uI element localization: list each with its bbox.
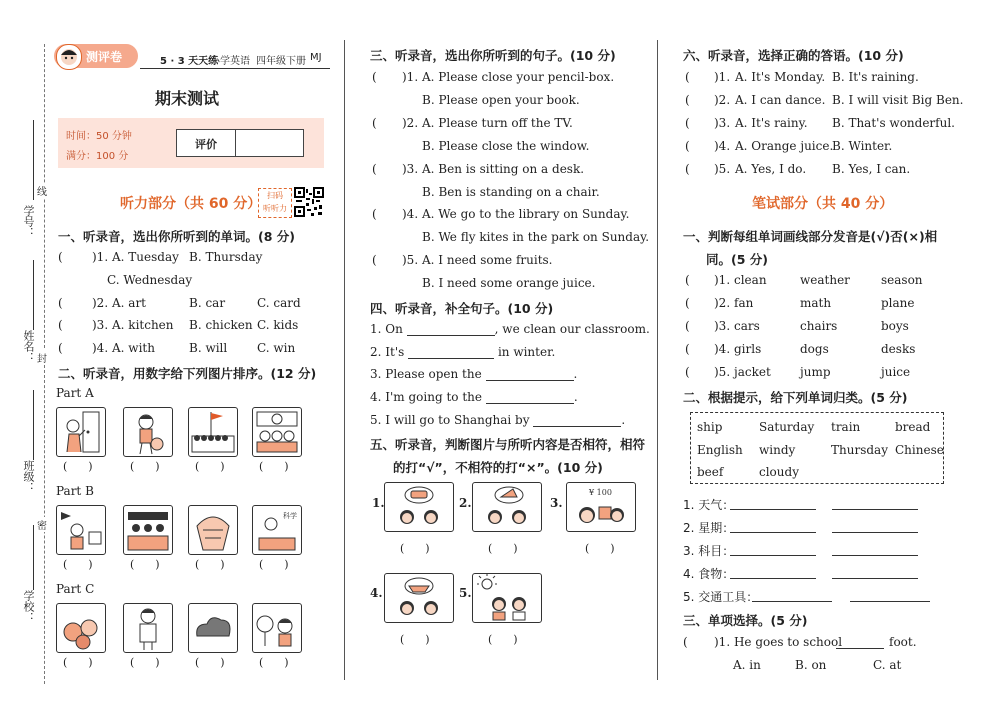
picture-clock-kids xyxy=(252,407,302,457)
label-feng: 封 xyxy=(37,350,47,365)
fill-blank[interactable] xyxy=(832,555,918,556)
fill-blank[interactable] xyxy=(730,555,816,556)
cat-transport: 5. 交通工具： xyxy=(683,590,759,604)
w3-q1: )1. He goes to school xyxy=(714,635,843,649)
p1-q3-b: B. chicken xyxy=(189,318,253,332)
word: beef xyxy=(697,465,724,479)
info-box xyxy=(58,118,324,168)
fill-blank[interactable] xyxy=(730,532,816,533)
p3-q1-b: B. Please open your book. xyxy=(422,93,580,107)
w1-heading-2: 同。(5 分) xyxy=(706,252,768,267)
cat-week: 2. 星期： xyxy=(683,521,735,535)
picture-flag-school xyxy=(188,407,238,457)
w1-q4-w2: dogs xyxy=(800,342,829,356)
w1-q5-w1: jacket xyxy=(734,365,771,379)
scan-label xyxy=(258,188,292,218)
word: ship xyxy=(697,420,723,434)
fill-blank[interactable] xyxy=(752,601,832,602)
w1-q1-w1: clean xyxy=(734,273,767,287)
answer-paren[interactable]: ( xyxy=(685,116,690,130)
w3-heading: 三、单项选择。(5 分) xyxy=(683,613,808,628)
label-xian: 线 xyxy=(37,183,47,198)
word: Chinese xyxy=(895,443,944,457)
answer-paren[interactable]: ( xyxy=(58,296,63,310)
answer-blank[interactable]: ( ) xyxy=(130,558,160,571)
p5-num-1: 1. xyxy=(372,496,385,510)
answer-paren[interactable]: ( xyxy=(685,342,690,356)
fill-blank[interactable] xyxy=(850,601,930,602)
answer-blank[interactable]: ( ) xyxy=(63,460,93,473)
part-b-label: Part B xyxy=(56,484,94,498)
picture-kids-car xyxy=(384,482,454,532)
picture-knock-door xyxy=(56,407,106,457)
w1-heading-1: 一、判断每组单词画线部分发音是(√)否(×)相 xyxy=(683,229,938,244)
picture-cloud xyxy=(188,603,238,653)
picture-classroom xyxy=(123,505,173,555)
answer-paren[interactable]: ( xyxy=(685,139,690,153)
p3-q2-a: A. Please turn off the TV. xyxy=(422,116,573,130)
picture-boy-ball xyxy=(123,407,173,457)
p1-q4-b: B. will xyxy=(189,341,228,355)
badge xyxy=(54,44,138,68)
w3-q1-b: B. on xyxy=(795,658,827,672)
p3-q4-b: B. We fly kites in the park on Sunday. xyxy=(422,230,650,244)
fill-blank[interactable] xyxy=(730,578,816,579)
xuexiao-line xyxy=(33,525,34,590)
p4-q5: 5. I will go to Shanghai by . xyxy=(370,413,626,427)
answer-blank[interactable]: ( ) xyxy=(585,542,615,555)
qr-code-icon[interactable] xyxy=(294,187,324,217)
fill-blank[interactable] xyxy=(730,509,816,510)
p3-q1-a: A. Please close your pencil-box. xyxy=(422,70,615,84)
answer-blank[interactable]: ( ) xyxy=(488,542,518,555)
word: train xyxy=(831,420,861,434)
answer-blank[interactable]: ( ) xyxy=(130,656,160,669)
score-info: 满分：100 分 xyxy=(66,151,129,162)
picture-fruits xyxy=(56,603,106,653)
fill-blank[interactable] xyxy=(486,368,574,381)
picture-price-tag xyxy=(566,482,636,532)
answer-blank[interactable]: ( ) xyxy=(259,558,289,571)
p1-q4-a: A. with xyxy=(112,341,155,355)
label-xuexiao: 学校： xyxy=(22,590,35,623)
answer-blank[interactable]: ( ) xyxy=(195,460,225,473)
p6-q4-num: )4. xyxy=(714,139,731,153)
w1-q4-w1: girls xyxy=(734,342,762,356)
word: bread xyxy=(895,420,931,434)
w1-q2-w1: fan xyxy=(734,296,754,310)
page-title: 期末测试 xyxy=(155,89,220,108)
listening-title: 听力部分（共 60 分） xyxy=(120,196,262,212)
p1-q3-c: C. kids xyxy=(257,318,299,332)
label-mi: 密 xyxy=(37,517,47,532)
picture-kids-sunny xyxy=(472,573,542,623)
p1-q4-num: )4. xyxy=(92,341,109,355)
answer-blank[interactable]: ( ) xyxy=(259,656,289,669)
w1-q3-num: )3. xyxy=(714,319,731,333)
p1-q1-a: A. Tuesday xyxy=(112,250,179,264)
p1-q2-a: A. art xyxy=(112,296,147,310)
mascot-icon xyxy=(56,44,82,70)
w1-q2-w3: plane xyxy=(881,296,915,310)
p5-num-2: 2. xyxy=(459,496,472,510)
p6-q4-b: B. Winter. xyxy=(832,139,893,153)
picture-kids-boat xyxy=(384,573,454,623)
answer-blank[interactable]: ( ) xyxy=(195,656,225,669)
answer-paren[interactable]: ( xyxy=(58,318,63,332)
fill-blank[interactable] xyxy=(832,532,918,533)
answer-paren[interactable]: ( xyxy=(685,365,690,379)
label-banji: 班级： xyxy=(22,460,35,493)
w3-q1-c: C. at xyxy=(873,658,902,672)
answer-paren[interactable]: ( xyxy=(685,162,690,176)
p3-q4-num: )4. xyxy=(402,207,419,221)
answer-blank[interactable]: ( ) xyxy=(195,558,225,571)
answer-paren[interactable]: ( xyxy=(685,319,690,333)
p3-q2-b: B. Please close the window. xyxy=(422,139,590,153)
answer-blank[interactable]: ( ) xyxy=(400,633,430,646)
w1-q3-w2: chairs xyxy=(800,319,838,333)
p6-q1-a: A. It's Monday. xyxy=(735,70,826,84)
answer-paren[interactable]: ( xyxy=(372,116,377,130)
w1-q2-num: )2. xyxy=(714,296,731,310)
p4-q1: 1. On , we clean our classroom. xyxy=(370,322,650,336)
fill-blank[interactable] xyxy=(408,346,494,359)
p6-q5-num: )5. xyxy=(714,162,731,176)
part6-heading: 六、听录音，选择正确的答语。(10 分) xyxy=(683,48,904,63)
answer-paren[interactable]: ( xyxy=(372,253,377,267)
answer-paren[interactable]: ( xyxy=(685,296,690,310)
w1-q4-w3: desks xyxy=(881,342,916,356)
scan-label-1: 扫码 xyxy=(267,191,283,200)
p6-q5-b: B. Yes, I can. xyxy=(832,162,911,176)
answer-paren[interactable]: ( xyxy=(58,341,63,355)
p3-q5-num: )5. xyxy=(402,253,419,267)
p3-q3-b: B. Ben is standing on a chair. xyxy=(422,185,600,199)
w2-heading: 二、根据提示，给下列单词归类。(5 分) xyxy=(683,390,908,405)
time-info: 时间：50 分钟 xyxy=(66,131,132,142)
answer-blank[interactable]: ( ) xyxy=(130,460,160,473)
header-series: 5 · 3 天天练 xyxy=(160,56,219,67)
p1-q4-c: C. win xyxy=(257,341,296,355)
p6-q2-a: A. I can dance. xyxy=(735,93,826,107)
picture-fan-kid xyxy=(252,603,302,653)
answer-paren[interactable]: ( xyxy=(685,93,690,107)
p4-q3: 3. Please open the . xyxy=(370,367,578,381)
p5-num-3: 3. xyxy=(550,496,563,510)
column-divider xyxy=(657,40,658,680)
p6-q1-num: )1. xyxy=(714,70,731,84)
answer-paren[interactable]: ( xyxy=(372,70,377,84)
w1-q2-w2: math xyxy=(800,296,832,310)
price-text: ¥ 100 xyxy=(589,488,612,497)
part1-heading: 一、听录音，选出你所听到的单词。(8 分) xyxy=(58,229,295,244)
science-sign: 科学 xyxy=(283,512,297,520)
cat-subject: 3. 科目： xyxy=(683,544,735,558)
word: Saturday xyxy=(759,420,815,434)
answer-blank[interactable]: ( ) xyxy=(488,633,518,646)
p3-q2-num: )2. xyxy=(402,116,419,130)
p1-q2-num: )2. xyxy=(92,296,109,310)
p6-q2-b: B. I will visit Big Ben. xyxy=(832,93,964,107)
answer-paren[interactable]: ( xyxy=(372,207,377,221)
p3-q5-a: A. I need some fruits. xyxy=(422,253,553,267)
eval-label: 评价 xyxy=(195,138,217,151)
answer-blank[interactable]: ( ) xyxy=(63,656,93,669)
p6-q1-b: B. It's raining. xyxy=(832,70,919,84)
w1-q1-w2: weather xyxy=(800,273,850,287)
w1-q3-w1: cars xyxy=(734,319,760,333)
p6-q4-a: A. Orange juice. xyxy=(735,139,834,153)
eval-box xyxy=(176,129,304,157)
answer-blank[interactable]: ( ) xyxy=(400,542,430,555)
badge-text: 测评卷 xyxy=(86,50,123,64)
p6-q3-b: B. That's wonderful. xyxy=(832,116,955,130)
picture-ice-cream xyxy=(188,505,238,555)
p1-q1-c: C. Wednesday xyxy=(107,273,193,287)
w3-q1-end: foot. xyxy=(889,635,917,649)
part-c-label: Part C xyxy=(56,582,95,596)
p1-q1-num: )1. xyxy=(92,250,109,264)
p3-q4-a: A. We go to the library on Sunday. xyxy=(422,207,630,221)
w1-q3-w3: boys xyxy=(881,319,909,333)
w1-q5-w2: jump xyxy=(800,365,831,379)
answer-paren[interactable]: ( xyxy=(58,250,63,264)
p1-q2-c: C. card xyxy=(257,296,301,310)
p6-q5-a: A. Yes, I do. xyxy=(735,162,807,176)
column-divider xyxy=(344,40,345,680)
fill-blank[interactable] xyxy=(407,323,495,336)
w1-q5-w3: juice xyxy=(881,365,911,379)
answer-paren[interactable]: ( xyxy=(372,162,377,176)
header-grade: 四年级下册 xyxy=(256,56,306,67)
header-subject: 小学英语 xyxy=(210,56,250,67)
part2-heading: 二、听录音，用数字给下列图片排序。(12 分) xyxy=(58,366,317,381)
picture-kids-cake xyxy=(472,482,542,532)
picture-science-class xyxy=(252,505,302,555)
xingming-line xyxy=(33,260,34,330)
word: Thursday xyxy=(831,443,888,457)
word: English xyxy=(697,443,743,457)
p5-num-4: 4. xyxy=(370,586,383,600)
w3-q1-a: A. in xyxy=(733,658,761,672)
picture-fan-boy xyxy=(56,505,106,555)
p3-q5-b: B. I need some orange juice. xyxy=(422,276,596,290)
answer-paren[interactable]: ( xyxy=(685,70,690,84)
writing-title: 笔试部分（共 40 分） xyxy=(752,196,894,212)
label-xuehao: 学号： xyxy=(22,205,35,238)
p4-q4: 4. I'm going to the . xyxy=(370,390,578,404)
answer-blank[interactable]: ( ) xyxy=(259,460,289,473)
w1-q1-w3: season xyxy=(881,273,923,287)
part5-heading-2: 的打“√”，不相符的打“×”。(10 分) xyxy=(393,460,603,475)
cat-food: 4. 食物： xyxy=(683,567,735,581)
p1-q3-num: )3. xyxy=(92,318,109,332)
fill-blank[interactable] xyxy=(832,578,918,579)
part-a-label: Part A xyxy=(56,386,94,400)
label-xingming: 姓名： xyxy=(22,330,35,363)
p6-q3-a: A. It's rainy. xyxy=(735,116,808,130)
xuehao-line xyxy=(33,120,34,200)
w1-q1-num: )1. xyxy=(714,273,731,287)
p4-q2: 2. It's in winter. xyxy=(370,345,556,359)
p1-q3-a: A. kitchen xyxy=(112,318,174,332)
fill-blank[interactable] xyxy=(486,391,574,404)
fill-blank[interactable] xyxy=(832,509,918,510)
picture-boy-standing xyxy=(123,603,173,653)
cat-weather: 1. 天气： xyxy=(683,498,735,512)
fill-blank[interactable] xyxy=(836,648,884,649)
p5-num-5: 5. xyxy=(459,586,472,600)
part5-heading-1: 五、听录音，判断图片与所听内容是否相符，相符 xyxy=(370,437,646,452)
part4-heading: 四、听录音，补全句子。(10 分) xyxy=(370,301,554,316)
p3-q1-num: )1. xyxy=(402,70,419,84)
fill-blank[interactable] xyxy=(533,414,621,427)
answer-paren[interactable]: ( xyxy=(685,273,690,287)
p6-q3-num: )3. xyxy=(714,116,731,130)
p6-q2-num: )2. xyxy=(714,93,731,107)
banji-line xyxy=(33,390,34,460)
word: windy xyxy=(759,443,796,457)
part3-heading: 三、听录音，选出你所听到的句子。(10 分) xyxy=(370,48,616,63)
word: cloudy xyxy=(759,465,799,479)
p1-q1-b: B. Thursday xyxy=(189,250,263,264)
p1-q2-b: B. car xyxy=(189,296,226,310)
header-version: MJ xyxy=(310,52,322,63)
answer-blank[interactable]: ( ) xyxy=(63,558,93,571)
w1-q5-num: )5. xyxy=(714,365,731,379)
header-rule xyxy=(140,68,330,69)
p3-q3-a: A. Ben is sitting on a desk. xyxy=(422,162,585,176)
answer-paren[interactable]: ( xyxy=(683,635,688,649)
w1-q4-num: )4. xyxy=(714,342,731,356)
p3-q3-num: )3. xyxy=(402,162,419,176)
scan-label-2: 听听力 xyxy=(263,204,287,213)
word-bank xyxy=(690,412,944,484)
